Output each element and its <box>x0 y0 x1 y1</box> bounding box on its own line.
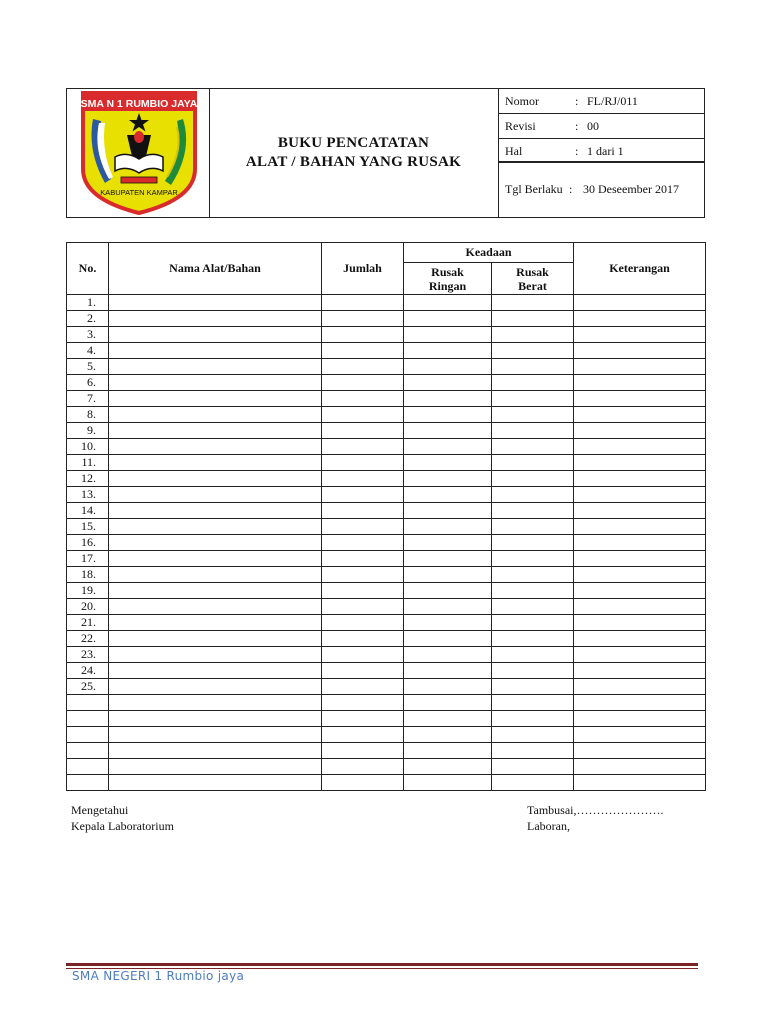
row-number: 11. <box>67 455 109 471</box>
row-keterangan[interactable] <box>574 647 706 663</box>
row-keterangan[interactable] <box>574 423 706 439</box>
row-keterangan[interactable] <box>574 455 706 471</box>
row-rusak-berat[interactable] <box>492 311 574 327</box>
row-number <box>67 695 109 711</box>
footer-text: SMA NEGERI 1 Rumbio jaya <box>72 969 245 983</box>
row-jumlah[interactable] <box>322 311 404 327</box>
document-title <box>209 89 498 217</box>
row-keterangan[interactable] <box>574 359 706 375</box>
table-row <box>67 679 706 695</box>
row-keterangan[interactable] <box>574 679 706 695</box>
row-keterangan[interactable] <box>574 711 706 727</box>
table-row <box>67 727 706 743</box>
meta-key: Tgl Berlaku <box>505 181 563 196</box>
row-rusak-ringan[interactable] <box>404 727 492 743</box>
row-keterangan[interactable] <box>574 487 706 503</box>
meta-colon: : <box>575 93 579 108</box>
row-rusak-berat[interactable] <box>492 647 574 663</box>
row-jumlah[interactable] <box>322 439 404 455</box>
row-jumlah[interactable] <box>322 599 404 615</box>
row-rusak-ringan[interactable] <box>404 695 492 711</box>
header-jumlah: Jumlah <box>322 243 404 295</box>
place-date-label: Tambusai,…………………. <box>527 803 664 817</box>
row-keterangan[interactable] <box>574 311 706 327</box>
row-rusak-ringan[interactable] <box>404 663 492 679</box>
row-rusak-ringan[interactable] <box>404 519 492 535</box>
row-rusak-ringan[interactable] <box>404 567 492 583</box>
table-row <box>67 759 706 775</box>
row-keterangan[interactable] <box>574 743 706 759</box>
row-keterangan[interactable] <box>574 663 706 679</box>
row-nama[interactable] <box>109 759 322 775</box>
row-nama[interactable] <box>109 327 322 343</box>
row-rusak-berat[interactable] <box>492 711 574 727</box>
row-jumlah[interactable] <box>322 535 404 551</box>
row-keterangan[interactable] <box>574 439 706 455</box>
row-jumlah[interactable] <box>322 391 404 407</box>
meta-row-revisi <box>499 114 705 138</box>
table-row <box>67 711 706 727</box>
row-number: 9. <box>67 423 109 439</box>
row-nama[interactable] <box>109 695 322 711</box>
row-jumlah[interactable] <box>322 471 404 487</box>
row-number: 13. <box>67 487 109 503</box>
table-row <box>67 343 706 359</box>
row-keterangan[interactable] <box>574 631 706 647</box>
header-nama-alat-bahan: Nama Alat/Bahan <box>109 243 322 295</box>
row-nama[interactable] <box>109 727 322 743</box>
row-number: 4. <box>67 343 109 359</box>
row-keterangan[interactable] <box>574 615 706 631</box>
row-nama[interactable] <box>109 535 322 551</box>
damaged-items-table <box>66 242 706 791</box>
row-rusak-ringan[interactable] <box>404 599 492 615</box>
footer-rule-thick <box>66 963 698 966</box>
meta-key: Nomor <box>505 93 539 108</box>
row-keterangan[interactable] <box>574 471 706 487</box>
row-rusak-berat[interactable] <box>492 487 574 503</box>
row-rusak-berat[interactable] <box>492 439 574 455</box>
table-row <box>67 535 706 551</box>
row-nama[interactable] <box>109 711 322 727</box>
row-jumlah[interactable] <box>322 759 404 775</box>
row-nama[interactable] <box>109 663 322 679</box>
row-rusak-ringan[interactable] <box>404 535 492 551</box>
row-keterangan[interactable] <box>574 775 706 791</box>
row-jumlah[interactable] <box>322 663 404 679</box>
meta-value: 00 <box>587 118 599 133</box>
table-row <box>67 311 706 327</box>
table-row <box>67 439 706 455</box>
row-keterangan[interactable] <box>574 695 706 711</box>
row-nama[interactable] <box>109 647 322 663</box>
row-nama[interactable] <box>109 439 322 455</box>
school-logo <box>79 91 199 215</box>
row-number <box>67 711 109 727</box>
meta-row-hal <box>499 139 705 163</box>
row-nama[interactable] <box>109 743 322 759</box>
row-rusak-berat[interactable] <box>492 407 574 423</box>
row-rusak-berat[interactable] <box>492 375 574 391</box>
row-rusak-ringan[interactable] <box>404 487 492 503</box>
row-nama[interactable] <box>109 567 322 583</box>
row-rusak-berat[interactable] <box>492 583 574 599</box>
row-nama[interactable] <box>109 631 322 647</box>
row-jumlah[interactable] <box>322 295 404 311</box>
row-jumlah[interactable] <box>322 567 404 583</box>
row-number: 12. <box>67 471 109 487</box>
meta-value: 30 Deseember 2017 <box>583 181 679 196</box>
row-number: 15. <box>67 519 109 535</box>
row-rusak-ringan[interactable] <box>404 343 492 359</box>
table-row <box>67 359 706 375</box>
row-rusak-berat[interactable] <box>492 695 574 711</box>
row-rusak-ringan[interactable] <box>404 407 492 423</box>
meta-key: Revisi <box>505 118 536 133</box>
row-jumlah[interactable] <box>322 679 404 695</box>
row-rusak-ringan[interactable] <box>404 295 492 311</box>
row-rusak-ringan[interactable] <box>404 759 492 775</box>
row-nama[interactable] <box>109 551 322 567</box>
header-rusak-berat <box>492 263 574 295</box>
row-number <box>67 743 109 759</box>
meta-value: FL/RJ/011 <box>587 93 638 108</box>
row-rusak-berat[interactable] <box>492 663 574 679</box>
row-keterangan[interactable] <box>574 759 706 775</box>
row-rusak-berat[interactable] <box>492 503 574 519</box>
header-rusak-berat-label: Rusak Berat <box>516 264 549 293</box>
row-nama[interactable] <box>109 679 322 695</box>
divider <box>499 161 705 163</box>
row-keterangan[interactable] <box>574 583 706 599</box>
row-number: 19. <box>67 583 109 599</box>
row-keterangan[interactable] <box>574 343 706 359</box>
row-number: 5. <box>67 359 109 375</box>
laboran-label: Laboran, <box>527 819 570 833</box>
row-rusak-berat[interactable] <box>492 359 574 375</box>
row-number <box>67 727 109 743</box>
table-row <box>67 503 706 519</box>
row-jumlah[interactable] <box>322 503 404 519</box>
row-rusak-berat[interactable] <box>492 631 574 647</box>
row-number: 24. <box>67 663 109 679</box>
meta-value: 1 dari 1 <box>587 143 624 158</box>
row-jumlah[interactable] <box>322 423 404 439</box>
row-jumlah[interactable] <box>322 551 404 567</box>
header-no: No. <box>67 243 109 295</box>
row-keterangan[interactable] <box>574 535 706 551</box>
row-number: 21. <box>67 615 109 631</box>
row-keterangan[interactable] <box>574 375 706 391</box>
meta-key: Hal <box>505 143 523 158</box>
row-rusak-berat[interactable] <box>492 327 574 343</box>
table-row <box>67 295 706 311</box>
table-row <box>67 567 706 583</box>
row-rusak-berat[interactable] <box>492 471 574 487</box>
table-row <box>67 455 706 471</box>
logo-bottom-text: KABUPATEN KAMPAR <box>100 188 178 197</box>
row-number <box>67 759 109 775</box>
table-row <box>67 519 706 535</box>
logo-cell <box>67 89 210 217</box>
table-row <box>67 615 706 631</box>
row-rusak-ringan[interactable] <box>404 471 492 487</box>
row-rusak-ringan[interactable] <box>404 423 492 439</box>
row-keterangan[interactable] <box>574 503 706 519</box>
row-number: 6. <box>67 375 109 391</box>
row-jumlah[interactable] <box>322 695 404 711</box>
row-nama[interactable] <box>109 471 322 487</box>
row-jumlah[interactable] <box>322 455 404 471</box>
row-number: 22. <box>67 631 109 647</box>
row-rusak-ringan[interactable] <box>404 311 492 327</box>
row-keterangan[interactable] <box>574 295 706 311</box>
table-row <box>67 327 706 343</box>
row-rusak-ringan[interactable] <box>404 647 492 663</box>
row-nama[interactable] <box>109 599 322 615</box>
row-jumlah[interactable] <box>322 631 404 647</box>
row-rusak-ringan[interactable] <box>404 439 492 455</box>
row-rusak-ringan[interactable] <box>404 583 492 599</box>
row-rusak-berat[interactable] <box>492 455 574 471</box>
meta-colon: : <box>575 118 579 133</box>
row-number: 18. <box>67 567 109 583</box>
table-row <box>67 487 706 503</box>
row-nama[interactable] <box>109 583 322 599</box>
row-rusak-berat[interactable] <box>492 567 574 583</box>
row-keterangan[interactable] <box>574 551 706 567</box>
row-rusak-ringan[interactable] <box>404 711 492 727</box>
row-keterangan[interactable] <box>574 407 706 423</box>
table-row <box>67 775 706 791</box>
header-keadaan: Keadaan <box>404 243 574 263</box>
row-rusak-berat[interactable] <box>492 343 574 359</box>
row-jumlah[interactable] <box>322 487 404 503</box>
table-row <box>67 695 706 711</box>
row-jumlah[interactable] <box>322 407 404 423</box>
row-keterangan[interactable] <box>574 519 706 535</box>
kepala-laboratorium-label: Kepala Laboratorium <box>71 819 174 833</box>
row-rusak-berat[interactable] <box>492 519 574 535</box>
header-rusak-ringan-label: Rusak Ringan <box>428 264 467 293</box>
row-nama[interactable] <box>109 311 322 327</box>
table-row <box>67 375 706 391</box>
row-number: 23. <box>67 647 109 663</box>
row-rusak-ringan[interactable] <box>404 391 492 407</box>
row-number: 20. <box>67 599 109 615</box>
table-row <box>67 407 706 423</box>
row-rusak-ringan[interactable] <box>404 375 492 391</box>
row-jumlah[interactable] <box>322 375 404 391</box>
row-nama[interactable] <box>109 423 322 439</box>
row-nama[interactable] <box>109 343 322 359</box>
table-row <box>67 647 706 663</box>
mengetahui-label: Mengetahui <box>71 803 129 817</box>
row-keterangan[interactable] <box>574 391 706 407</box>
row-rusak-berat[interactable] <box>492 535 574 551</box>
row-rusak-berat[interactable] <box>492 423 574 439</box>
row-rusak-ringan[interactable] <box>404 327 492 343</box>
table-row <box>67 391 706 407</box>
row-nama[interactable] <box>109 487 322 503</box>
table-row <box>67 663 706 679</box>
row-jumlah[interactable] <box>322 727 404 743</box>
row-rusak-berat[interactable] <box>492 615 574 631</box>
row-rusak-ringan[interactable] <box>404 503 492 519</box>
row-rusak-ringan[interactable] <box>404 455 492 471</box>
row-rusak-berat[interactable] <box>492 775 574 791</box>
row-number: 10. <box>67 439 109 455</box>
document-meta <box>498 89 705 217</box>
row-nama[interactable] <box>109 407 322 423</box>
row-nama[interactable] <box>109 391 322 407</box>
row-number: 3. <box>67 327 109 343</box>
row-rusak-ringan[interactable] <box>404 615 492 631</box>
row-jumlah[interactable] <box>322 519 404 535</box>
row-jumlah[interactable] <box>322 583 404 599</box>
signature-left <box>71 802 174 834</box>
row-nama[interactable] <box>109 295 322 311</box>
header-keterangan: Keterangan <box>574 243 706 295</box>
row-keterangan[interactable] <box>574 727 706 743</box>
row-rusak-berat[interactable] <box>492 391 574 407</box>
row-number: 8. <box>67 407 109 423</box>
row-nama[interactable] <box>109 775 322 791</box>
row-keterangan[interactable] <box>574 599 706 615</box>
row-number: 25. <box>67 679 109 695</box>
title-line-1: BUKU PENCATATAN <box>277 135 430 151</box>
table-row <box>67 471 706 487</box>
row-nama[interactable] <box>109 615 322 631</box>
row-jumlah[interactable] <box>322 343 404 359</box>
table-row <box>67 583 706 599</box>
row-nama[interactable] <box>109 359 322 375</box>
table-body <box>67 295 706 791</box>
meta-colon: : <box>569 181 573 196</box>
row-rusak-berat[interactable] <box>492 679 574 695</box>
row-jumlah[interactable] <box>322 327 404 343</box>
row-rusak-berat[interactable] <box>492 295 574 311</box>
document-header <box>66 88 705 218</box>
row-rusak-ringan[interactable] <box>404 551 492 567</box>
row-nama[interactable] <box>109 375 322 391</box>
row-number: 14. <box>67 503 109 519</box>
row-jumlah[interactable] <box>322 359 404 375</box>
row-number: 1. <box>67 295 109 311</box>
row-number: 16. <box>67 535 109 551</box>
table-row <box>67 423 706 439</box>
row-nama[interactable] <box>109 455 322 471</box>
row-rusak-berat[interactable] <box>492 727 574 743</box>
row-rusak-ringan[interactable] <box>404 775 492 791</box>
row-jumlah[interactable] <box>322 647 404 663</box>
row-rusak-ringan[interactable] <box>404 631 492 647</box>
table-row <box>67 631 706 647</box>
row-jumlah[interactable] <box>322 711 404 727</box>
row-rusak-berat[interactable] <box>492 599 574 615</box>
row-nama[interactable] <box>109 519 322 535</box>
row-jumlah[interactable] <box>322 615 404 631</box>
table-row <box>67 599 706 615</box>
row-rusak-berat[interactable] <box>492 551 574 567</box>
row-keterangan[interactable] <box>574 567 706 583</box>
row-rusak-berat[interactable] <box>492 759 574 775</box>
row-number: 2. <box>67 311 109 327</box>
meta-row-tgl-berlaku <box>499 177 705 201</box>
row-jumlah[interactable] <box>322 775 404 791</box>
signature-right <box>527 802 663 834</box>
table-row <box>67 743 706 759</box>
table-row <box>67 551 706 567</box>
row-rusak-ringan[interactable] <box>404 743 492 759</box>
row-keterangan[interactable] <box>574 327 706 343</box>
row-rusak-ringan[interactable] <box>404 359 492 375</box>
row-number: 17. <box>67 551 109 567</box>
meta-colon: : <box>575 143 579 158</box>
row-jumlah[interactable] <box>322 743 404 759</box>
header-rusak-ringan <box>404 263 492 295</box>
row-number <box>67 775 109 791</box>
row-nama[interactable] <box>109 503 322 519</box>
logo-banner-text: SMA N 1 RUMBIO JAYA <box>80 98 198 110</box>
meta-row-nomor <box>499 89 705 113</box>
row-rusak-berat[interactable] <box>492 743 574 759</box>
title-line-2: ALAT / BAHAN YANG RUSAK <box>245 154 462 170</box>
row-number: 7. <box>67 391 109 407</box>
row-rusak-ringan[interactable] <box>404 679 492 695</box>
